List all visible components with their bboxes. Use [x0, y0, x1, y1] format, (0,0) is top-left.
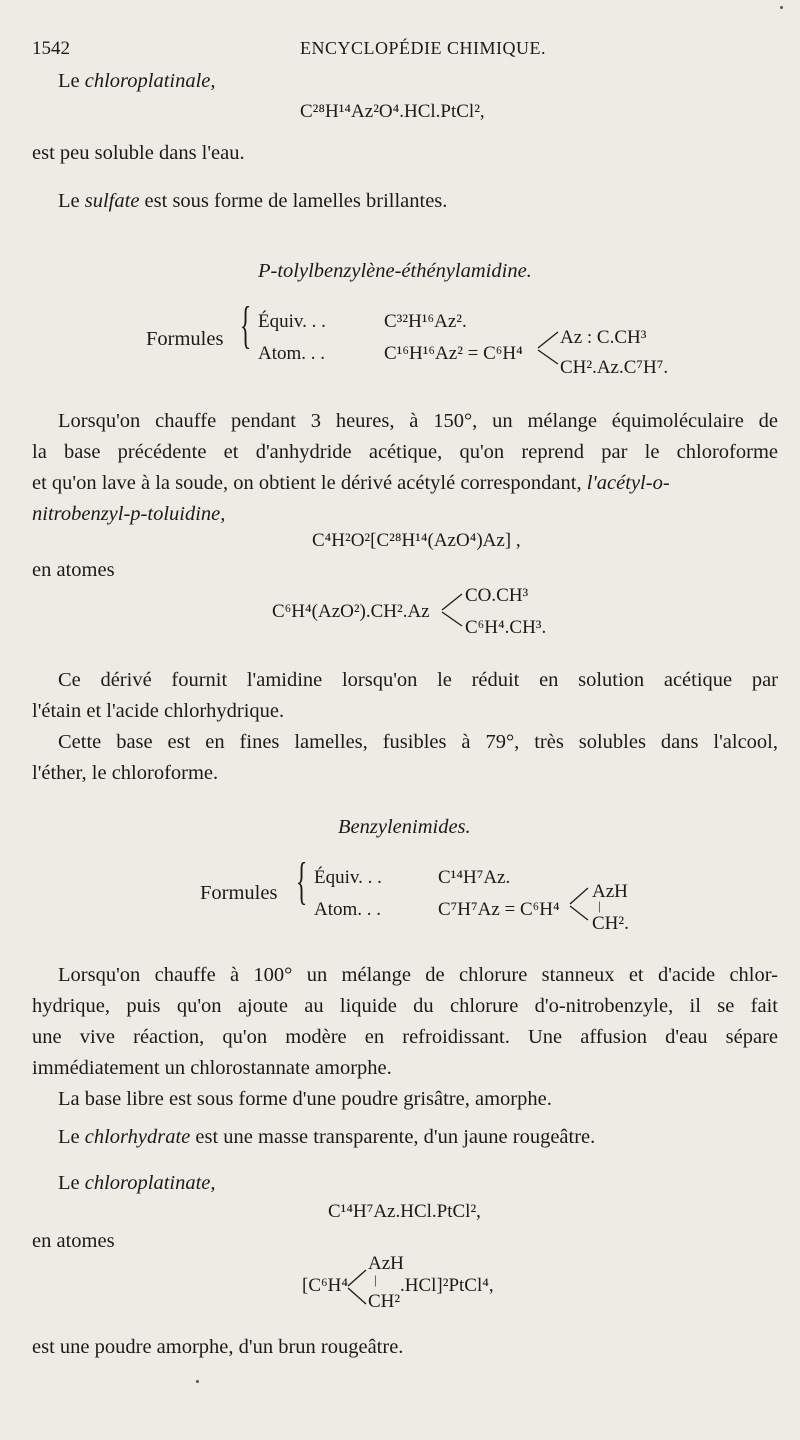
paragraph-line: une vive réaction, qu'on modère en refroidissant. Une affusion d'eau sépare	[32, 1026, 778, 1048]
branch-bottom: CH².Az.C⁷H⁷.	[560, 357, 669, 378]
print-speck	[196, 1380, 199, 1383]
atom-formula-left: C⁶H⁴(AzO²).CH².Az	[272, 601, 430, 622]
final-line: est une poudre amorphe, d'un brun rougeâtre.	[32, 1336, 404, 1358]
print-speck	[780, 6, 783, 9]
section-title-benzylenimides: Benzylenimides.	[338, 816, 471, 838]
term-nitrobenzyl-toluidine: nitrobenzyl-p-toluidine,	[32, 503, 226, 525]
sulfate-text	[58, 186, 447, 217]
atom-formula: C¹⁶H¹⁶Az² = C⁶H⁴	[384, 343, 523, 364]
page-number: 1542	[32, 38, 70, 59]
chlorhydrate-text	[58, 1122, 595, 1153]
formules-label: Formules	[200, 882, 278, 904]
branch-bottom: CH².	[592, 913, 629, 934]
section-title-tolylbenzylene: P-tolylbenzylène-éthénylamidine.	[258, 260, 532, 282]
branch-top: Az : C.CH³	[560, 327, 647, 348]
paragraph-line: immédiatement un chlorostannate amorphe.	[32, 1057, 392, 1079]
paragraph-line: hydrique, puis qu'on ajoute au liquide du chlorure d'o-nitrobenzyle, il se fait	[32, 995, 778, 1017]
formula-acetyl: C⁴H²O²[C²⁸H¹⁴(AzO⁴)Az] ,	[312, 530, 521, 551]
atom-formula: C⁷H⁷Az = C⁶H⁴	[438, 899, 560, 920]
running-header: ENCYCLOPÉDIE CHIMIQUE.	[300, 38, 546, 58]
atom-branch-bottom: C⁶H⁴.CH³.	[465, 617, 547, 638]
equiv-label: Équiv. . .	[314, 867, 382, 888]
atom-label: Atom. . .	[314, 899, 382, 920]
word-le: Le	[58, 70, 80, 92]
equiv-formula: C¹⁴H⁷Az.	[438, 867, 511, 888]
paragraph-line: Lorsqu'on chauffe pendant 3 heures, à 150°, un mélange équimoléculaire de	[58, 410, 778, 432]
chloroplatinate-intro	[58, 66, 216, 97]
left-brace: {	[240, 297, 252, 354]
term-sulfate: sulfate	[84, 190, 140, 212]
paragraph-line: l'éther, le chloroforme.	[32, 762, 219, 784]
paragraph-line: la base précédente et d'anhydride acétique, qu'on reprend par le chloroforme	[32, 441, 778, 463]
equiv-formula: C³²H¹⁶Az².	[384, 311, 467, 332]
atom-branch-top: CO.CH³	[465, 585, 529, 606]
paragraph-line: La base libre est sous forme d'une poudre grisâtre, amorphe.	[58, 1088, 552, 1110]
equiv-label: Équiv. . .	[258, 311, 326, 332]
word-le: Le	[58, 190, 80, 212]
term-chloroplatinate: chloroplatinate,	[84, 1172, 216, 1194]
paragraph-line	[32, 468, 670, 499]
branch-bond: |	[598, 898, 601, 913]
formula-chloroplatinate: C¹⁴H⁷Az.HCl.PtCl²,	[328, 1201, 481, 1222]
word-le: Le	[58, 1126, 80, 1148]
sulfate-description: est sous forme de lamelles brillantes.	[144, 190, 448, 212]
en-atomes-label: en atomes	[32, 559, 115, 581]
paragraph-line: Lorsqu'on chauffe à 100° un mélange de chlorure stanneux et d'acide chlor-	[58, 964, 778, 986]
final-branch-bond: |	[374, 1272, 377, 1287]
left-brace: {	[296, 853, 308, 910]
formules-label: Formules	[146, 328, 224, 350]
paragraph-line: Cette base est en fines lamelles, fusibles à 79°, très solubles dans l'alcool,	[58, 731, 778, 753]
word-le: Le	[58, 1172, 80, 1194]
paragraph-line: Ce dérivé fournit l'amidine lorsqu'on le réduit en solution acétique par	[58, 669, 778, 691]
branch-lines	[346, 1258, 370, 1310]
formula-chloroplatinate: C²⁸H¹⁴Az²O⁴.HCl.PtCl²,	[300, 101, 485, 122]
term-acetyl: l'acétyl-o-	[586, 472, 670, 494]
branch-lines	[536, 322, 562, 370]
final-branch-bottom: CH²	[368, 1291, 401, 1312]
chlorhydrate-description: est une masse transparente, d'un jaune rougeâtre.	[195, 1126, 596, 1148]
branch-top: AzH	[592, 881, 628, 902]
final-formula-left: [C⁶H⁴	[302, 1275, 348, 1296]
final-formula-right: .HCl]²PtCl⁴,	[400, 1275, 494, 1296]
term-chloroplatinale: chloroplatinale,	[84, 70, 216, 92]
en-atomes-label: en atomes	[32, 1230, 115, 1252]
term-chlorhydrate: chlorhydrate	[84, 1126, 191, 1148]
branch-lines	[568, 876, 592, 926]
final-branch-top: AzH	[368, 1253, 404, 1274]
solubility-text: est peu soluble dans l'eau.	[32, 142, 245, 164]
paragraph-text: et qu'on lave à la soude, on obtient le dérivé acétylé correspondant,	[32, 472, 582, 494]
branch-lines	[440, 586, 466, 634]
atom-label: Atom. . .	[258, 343, 326, 364]
paragraph-line: l'étain et l'acide chlorhydrique.	[32, 700, 285, 722]
chloroplatinate-intro	[58, 1168, 216, 1199]
